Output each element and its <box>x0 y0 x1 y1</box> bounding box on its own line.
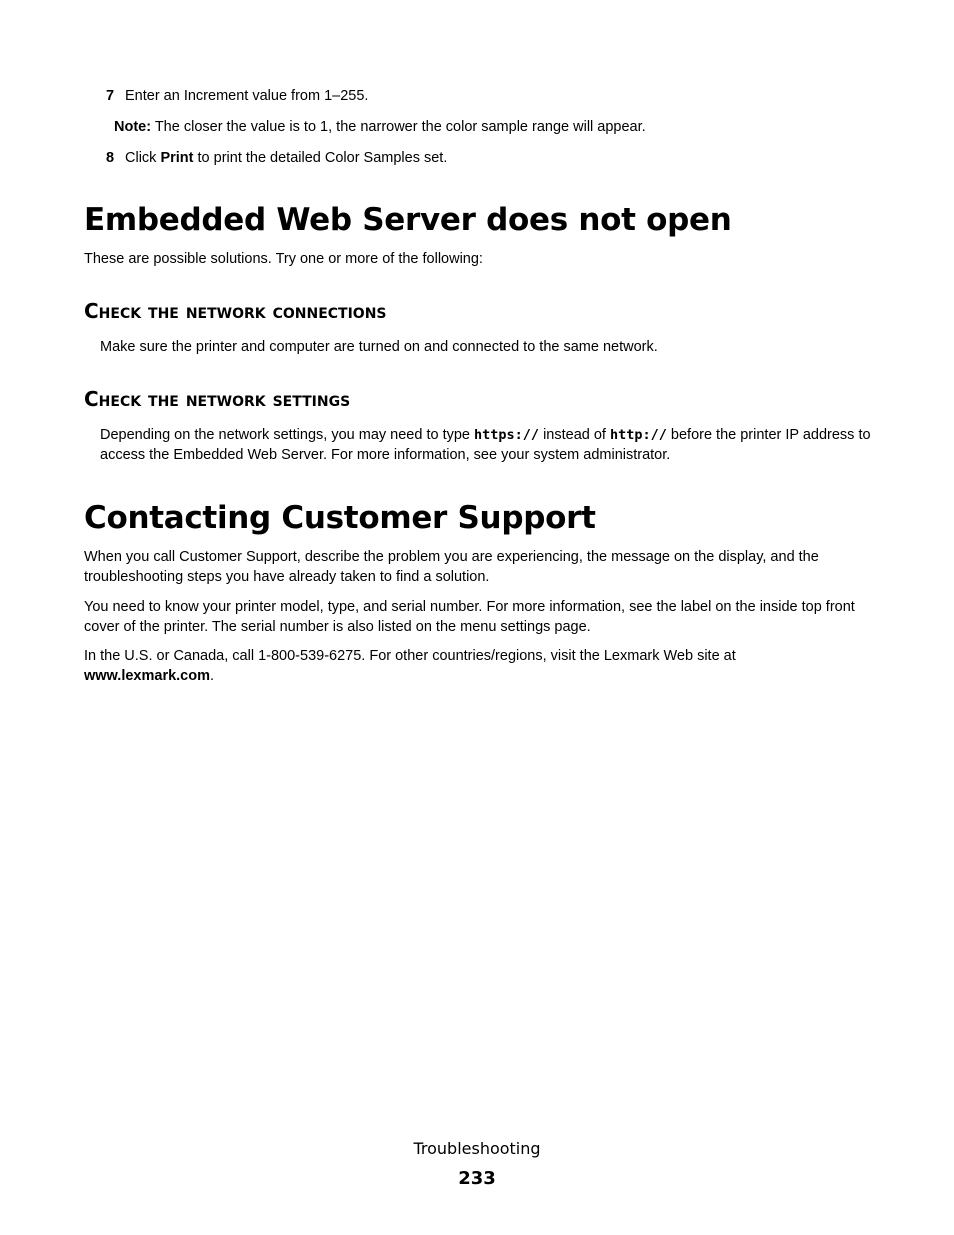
code-https: https:// <box>474 427 540 443</box>
section-intro: These are possible solutions. Try one or more of the following: <box>84 251 483 267</box>
text-segment: . <box>210 668 215 684</box>
text-segment: Depending on the network settings, you may need to type <box>100 427 475 443</box>
text-segment: In the U.S. or Canada, call 1-800-539-6275. For other countries/regions, visit the Lexmark Web site at <box>84 648 736 664</box>
print-keyword: Print <box>160 150 194 166</box>
step-number: 8 <box>106 150 115 166</box>
step-text-pre: Click <box>125 150 161 166</box>
support-paragraph-3 <box>84 646 874 686</box>
text-segment: before the printer IP address to access the Embedded Web Server. For more information, see your system administrator. <box>100 427 871 463</box>
section-heading-embedded-web-server: Embedded Web Server does not open <box>84 202 732 238</box>
note <box>114 117 894 137</box>
step-7 <box>106 86 886 106</box>
step-8 <box>106 148 886 168</box>
footer-chapter-label: Troubleshooting <box>413 1139 541 1158</box>
page-number: 233 <box>458 1168 496 1189</box>
subheading-check-network-connections: Check the network connections <box>84 299 387 323</box>
subheading-check-network-settings: Check the network settings <box>84 387 351 411</box>
note-label: Note: <box>114 119 152 135</box>
network-settings-text <box>100 425 875 465</box>
step-number: 7 <box>106 88 115 104</box>
code-http: http:// <box>609 427 667 443</box>
note-text: The closer the value is to 1, the narrower the color sample range will appear. <box>151 119 646 135</box>
network-connections-text: Make sure the printer and computer are turned on and connected to the same network. <box>100 339 658 355</box>
text-segment: instead of <box>539 427 610 443</box>
support-paragraph-2: You need to know your printer model, type, and serial number. For more information, see the label on the inside top front cover of the printer. The serial number is also listed on the menu settings page. <box>84 599 855 635</box>
support-paragraph-1: When you call Customer Support, describe the problem you are experiencing, the message on the display, and the troubleshooting steps you have already taken to find a solution. <box>84 549 819 585</box>
section-heading-contacting-customer-support: Contacting Customer Support <box>84 500 596 536</box>
lexmark-website-link[interactable]: www.lexmark.com <box>84 668 210 684</box>
step-text-post: to print the detailed Color Samples set. <box>193 150 448 166</box>
step-text: Enter an Increment value from 1–255. <box>125 88 369 104</box>
